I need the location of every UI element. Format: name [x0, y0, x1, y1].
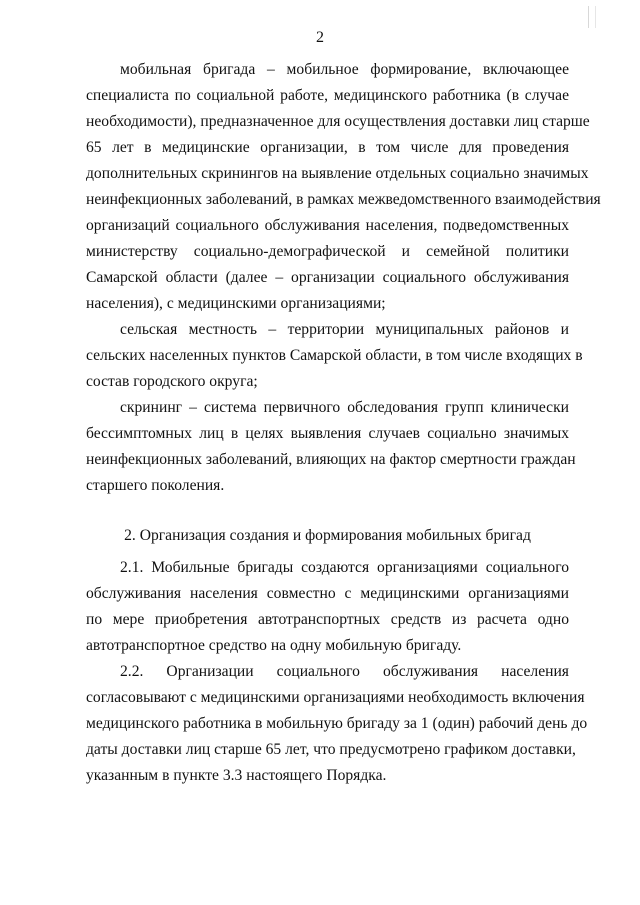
section-spacer [86, 499, 569, 523]
text-line: неинфекционных заболеваний, влияющих на фактор смертности граждан [86, 451, 576, 468]
text-line: необходимости), предназначенное для осуществления доставки лиц старше [86, 113, 590, 130]
text-line: 65 лет в медицинские организации, в том числе для проведения [86, 139, 569, 156]
text-line: состав городского округа; [86, 373, 258, 390]
document-body [86, 57, 601, 789]
scan-edge-mark [588, 6, 596, 28]
text-line: министерству социально-демографической и семейной политики [86, 243, 569, 260]
text-line: 2.2. Организации социального обслуживания населения [120, 663, 569, 680]
text-line: населения), с медицинскими организациями; [86, 295, 386, 312]
text-line: дополнительных скринингов на выявление отдельных социально значимых [86, 165, 589, 182]
text-line: специалиста по социальной работе, медицинского работника (в случае [86, 87, 569, 104]
text-line: Самарской области (далее – организации социального обслуживания [86, 269, 569, 286]
text-line: старшего поколения. [86, 477, 225, 494]
text-line: организаций социального обслуживания населения, подведомственных [86, 217, 569, 234]
text-line: 2.1. Мобильные бригады создаются организациями социального [120, 559, 569, 576]
text-line: сельская местность – территории муниципальных районов и [120, 321, 569, 338]
text-line: неинфекционных заболеваний, в рамках межведомственного взаимодействия [86, 191, 601, 208]
text-line: бессимптомных лиц в целях выявления случаев социально значимых [86, 425, 569, 442]
text-line: обслуживания населения совместно с медицинскими организациями [86, 585, 569, 602]
text-line: по мере приобретения автотранспортных средств из расчета одно [86, 611, 569, 628]
text-line: указанным в пункте 3.3 настоящего Порядка. [86, 767, 387, 784]
page-number: 2 [316, 29, 324, 46]
text-line: медицинского работника в мобильную бригаду за 1 (один) рабочий день до [86, 715, 588, 732]
text-line: скрининг – система первичного обследования групп клинически [120, 399, 569, 416]
text-line: мобильная бригада – мобильное формирование, включающее [120, 61, 569, 78]
text-line: сельских населенных пунктов Самарской области, в том числе входящих в [86, 347, 583, 364]
text-line: согласовывают с медицинскими организациями необходимость включения [86, 689, 585, 706]
section-heading: 2. Организация создания и формирования мобильных бригад [124, 527, 531, 544]
text-line: автотранспортное средство на одну мобильную бригаду. [86, 637, 462, 654]
text-line: даты доставки лиц старше 65 лет, что предусмотрено графиком доставки, [86, 741, 576, 758]
